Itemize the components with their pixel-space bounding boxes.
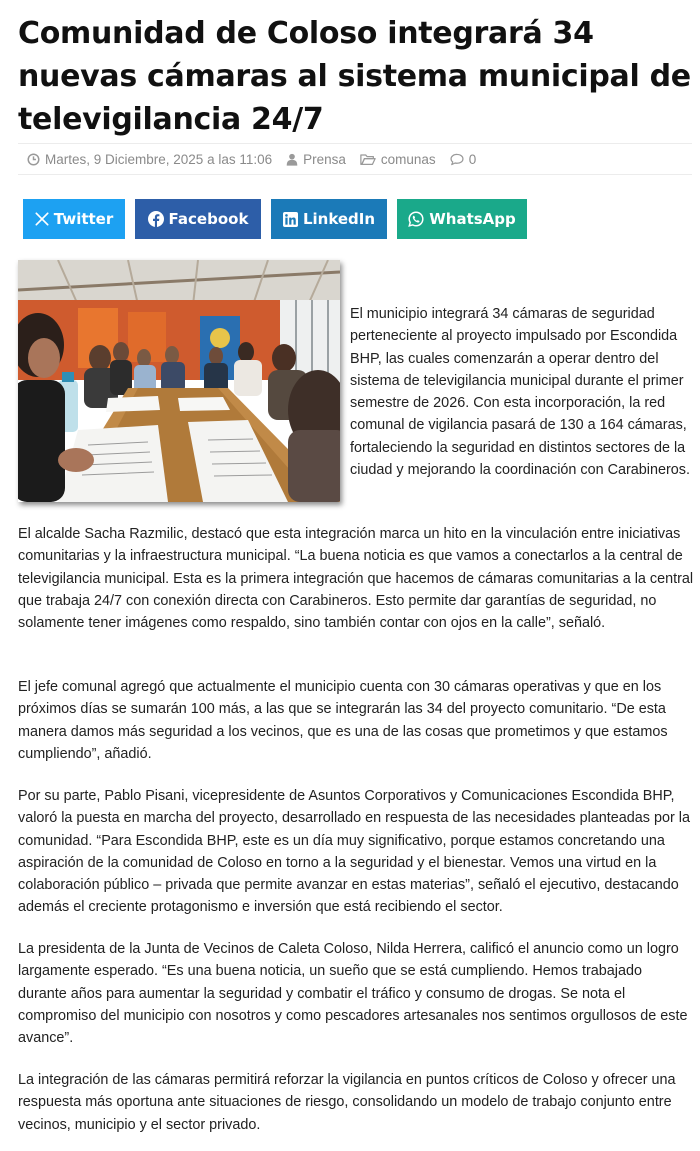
user-icon [286,153,298,166]
meeting-photo-illustration [18,260,340,502]
share-buttons [23,199,537,239]
share-twitter-button[interactable] [23,199,125,239]
post-author[interactable] [286,152,346,167]
share-facebook-button[interactable] [135,199,261,239]
article-photo [18,260,340,502]
article-intro: El municipio integrará 34 cámaras de seguridad perteneciente al proyecto impulsado por Escondida BHP, las cuales comenzarán a operar dentro del sistema de televigilancia municipal durante el primer semestre de 2026. Con esta incorporación, la red comunal de vigilancia pasará de 130 a 164 cámaras, fortaleciendo la seguridad en distintos sectores de la ciudad y mejorando la coordinación con Carabineros. [350,306,690,479]
folder-icon [360,153,376,166]
article-paragraph-1: El alcalde Sacha Razmilic, destacó que esta integración marca un hito en la vinculación entre iniciativas comunitarias y la infraestructura municipal. “La buena noticia es que vamos a conectarlos a la central de televigilancia municipal. Esta es la primera integración que hacemos de cámaras comunitarias a la central que trabaja 24/7 con conexión directa con Carabineros. Esto permite dar garantías de seguridad, no solamente tener imágenes como respaldo, sino también contar con ojos en la calle”, señaló. [18,526,694,632]
post-author-link[interactable]: Prensa [303,151,346,167]
post-date [27,152,272,167]
article-paragraph-4: La presidenta de la Junta de Vecinos de Caleta Coloso, Nilda Herrera, calificó el anuncio como un logro largamente esperado. “Es una buena noticia, un sueño que se está cumpliendo. Hemos trabajado durante años para aumentar la seguridad y combatir el tráfico y consumo de drogas. Se nota el compromiso del municipio con nosotros y como pescadores artesanales nos sentimos orgullosos de este avance”. [18,941,688,1047]
facebook-logo-icon [148,211,164,227]
linkedin-logo-icon [283,212,298,227]
article-paragraph-5: La integración de las cámaras permitirá reforzar la vigilancia en puntos críticos de Coloso y ofrecer una respuesta más oportuna ante situaciones de riesgo, consolidando un modelo de trabajo conjunto entre vecinos, municipio y el sector privado. [18,1072,676,1133]
x-logo-icon [35,212,49,226]
share-twitter-label: Twitter [53,210,114,228]
share-facebook-label: Facebook [168,210,249,228]
post-date-text: Martes, 9 Diciembre, 2025 a las 11:06 [45,151,273,167]
post-category[interactable] [360,152,436,167]
post-meta-bar [18,143,692,175]
article-paragraph-2: El jefe comunal agregó que actualmente el municipio cuenta con 30 cámaras operativas y que en los próximos días se sumarán 100 más, a las que se integrarán las 34 del proyecto comunitario. “De esta manera damos más seguridad a los vecinos, que es una de las cosas que prometimos y que estamos cumpliendo”, añadió. [18,679,668,762]
article-title: Comunidad de Coloso integrará 34 nuevas cámaras al sistema municipal de televigilancia 24/7 [18,16,691,137]
post-comments[interactable] [450,152,477,167]
article-paragraph-3: Por su parte, Pablo Pisani, vicepresidente de Asuntos Corporativos y Comunicaciones Escondida BHP, valoró la puesta en marcha del proyecto, desarrollado en respuesta de las necesidades planteadas por la comunidad. “Para Escondida BHP, este es un día muy significativo, porque estamos concretando una aspiración de la comunidad de Coloso en torno a la seguridad y el bienestar. Vemos una virtud en la colaboración público – privada que permite avanzar en estas materias”, señaló el ejecutivo, destacando además el creciente protagonismo e inversión que está recibiendo el sector. [18,788,690,916]
post-category-link[interactable]: comunas [380,151,436,167]
clock-icon [27,153,40,166]
comment-icon [450,153,464,166]
post-comments-count[interactable]: 0 [468,151,477,167]
whatsapp-logo-icon [408,211,424,227]
share-whatsapp-label: WhatsApp [429,210,516,228]
share-whatsapp-button[interactable] [397,199,527,239]
share-linkedin-button[interactable] [271,199,387,239]
share-linkedin-label: LinkedIn [302,210,376,228]
